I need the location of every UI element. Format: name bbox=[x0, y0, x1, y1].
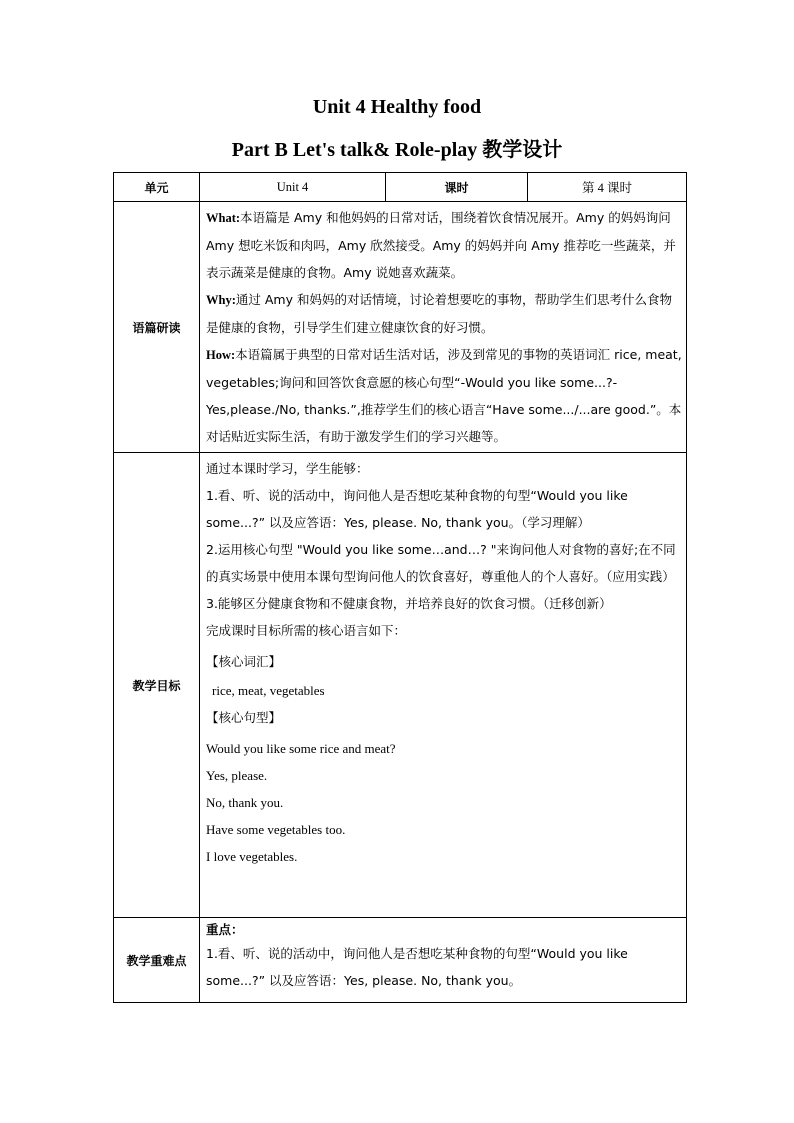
what-text: 本语篇是 Amy 和他妈妈的日常对话，围绕着饮食情况展开。Amy 的妈妈询问 Amy 想吃米饭和肉吗，Amy 欣然接受。Amy 的妈妈并向 Amy 推荐吃一些蔬菜，并表示蔬菜是健康的食物。Amy 说她喜欢蔬菜。 bbox=[206, 210, 676, 280]
key-point-item: 1.看、听、说的活动中，询问他人是否想吃某种食物的句型“Would you like some...?” 以及应答语：Yes, please. No, thank you。 bbox=[206, 946, 628, 988]
what-lead: What: bbox=[206, 211, 241, 225]
text-analysis-content bbox=[200, 202, 687, 453]
core-sentence: No, thank you. bbox=[206, 795, 284, 810]
core-sentence: Yes, please. bbox=[206, 768, 268, 783]
why-text: 通过 Amy 和妈妈的对话情境，讨论着想要吃的事物，帮助学生们思考什么食物是健康的食物，引导学生们建立健康饮食的好习惯。 bbox=[206, 292, 672, 335]
core-sentence: Have some vegetables too. bbox=[206, 822, 346, 837]
header-row bbox=[114, 173, 687, 202]
key-points-label: 教学重难点 bbox=[114, 918, 200, 1003]
objective-item: 3.能够区分健康食物和不健康食物，并培养良好的饮食习惯。（迁移创新） bbox=[206, 596, 612, 611]
text-analysis-row bbox=[114, 202, 687, 453]
why-lead: Why: bbox=[206, 293, 236, 307]
text-analysis-label: 语篇研读 bbox=[114, 202, 200, 453]
objectives-row bbox=[114, 453, 687, 918]
lesson-value: 第 4 课时 bbox=[528, 173, 687, 202]
document-title: Unit 4 Healthy food bbox=[312, 96, 482, 118]
sentence-heading: 【核心句型】 bbox=[206, 710, 282, 725]
objectives-label: 教学目标 bbox=[114, 453, 200, 918]
objective-item: 2.运用核心句型 "Would you like some…and…? "来询问他人对食物的喜好;在不同的真实场景中使用本课句型询问他人的饮食喜好，尊重他人的个人喜好。（应用实践） bbox=[206, 542, 676, 584]
key-points-row bbox=[114, 918, 687, 1003]
how-text: 本语篇属于典型的日常对话生活对话，涉及到常见的事物的英语词汇 rice, meat, vegetables;询问和回答饮食意愿的核心句型“-Would you like some...?-Yes,please./No, thanks.”,推荐学生们的核心语言“Have some.../...are good.”。本对话贴近实际生活，有助于激发学生们的学习兴趣等。 bbox=[206, 347, 682, 444]
vocab-list: rice, meat, vegetables bbox=[212, 683, 325, 698]
core-language-intro: 完成课时目标所需的核心语言如下： bbox=[206, 623, 407, 638]
vocab-heading: 【核心词汇】 bbox=[206, 654, 282, 669]
core-sentence: Would you like some rice and meat? bbox=[206, 741, 396, 756]
how-lead: How: bbox=[206, 348, 236, 362]
unit-value: Unit 4 bbox=[200, 173, 386, 202]
document-subtitle: Part B Let's talk& Role-play 教学设计 bbox=[231, 139, 563, 161]
key-points-content bbox=[200, 918, 687, 1003]
how-paragraph bbox=[206, 341, 682, 450]
objective-item: 1.看、听、说的活动中，询问他人是否想吃某种食物的句型“Would you like some...?” 以及应答语：Yes, please. No, thank you。（学习理解） bbox=[206, 488, 628, 530]
key-points-heading: 重点： bbox=[206, 922, 244, 937]
objectives-intro: 通过本课时学习，学生能够： bbox=[206, 461, 369, 476]
core-sentence: I love vegetables. bbox=[206, 849, 298, 864]
what-paragraph bbox=[206, 204, 682, 286]
objectives-content bbox=[200, 453, 687, 918]
lesson-plan-table bbox=[113, 172, 687, 1003]
why-paragraph bbox=[206, 286, 682, 341]
lesson-label: 课时 bbox=[386, 173, 528, 202]
unit-label: 单元 bbox=[114, 173, 200, 202]
